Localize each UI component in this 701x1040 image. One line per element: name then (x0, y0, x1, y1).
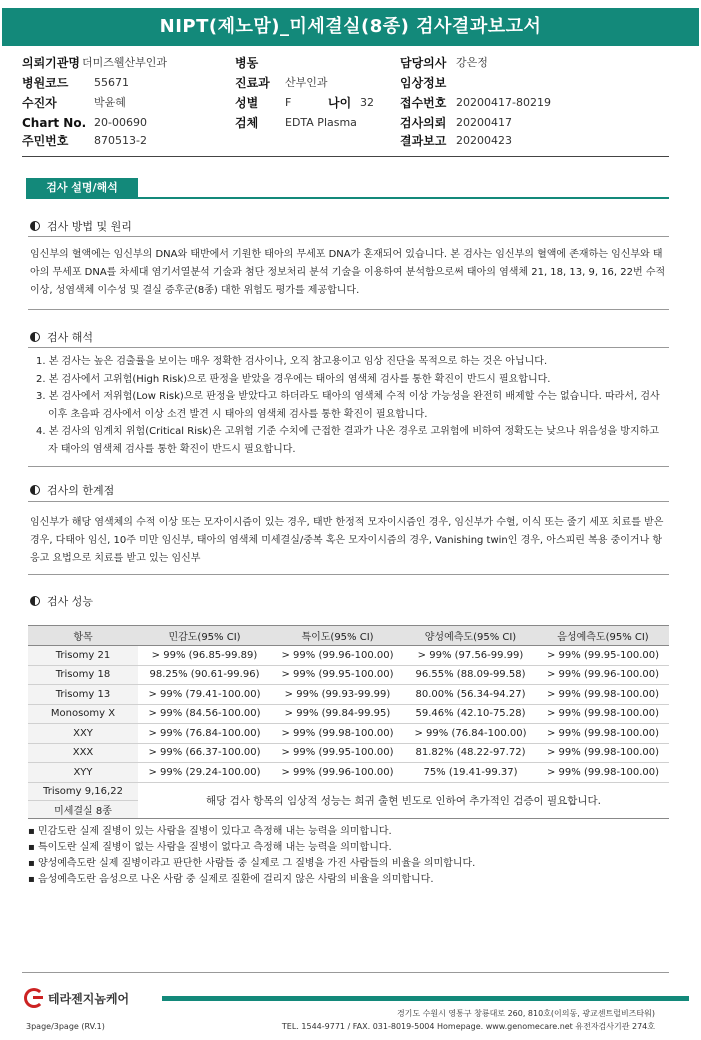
label-clinical-info: 임상정보 (400, 76, 447, 90)
table-note-cell: 해당 검사 항목의 임상적 성능는 희귀 출현 빈도로 인하여 추가적인 검증이 필요합니다. (138, 782, 669, 818)
table-header-row (28, 626, 669, 646)
divider-method-end (28, 309, 669, 310)
footer-contact: TEL. 1544-9771 / FAX. 031-8019-5004 Homepage. www.genomecare.net 유전자검사기관 274호 (281, 1022, 655, 1031)
table-cell: > 99% (99.98-100.00) (537, 724, 669, 744)
table-cell: Trisomy 21 (28, 646, 138, 666)
value-receipt-no: 20200417-80219 (456, 96, 551, 109)
table-cell: > 99% (99.95-100.00) (271, 665, 404, 685)
table-cell: > 99% (97.56-99.99) (404, 646, 537, 666)
performance-table (28, 625, 669, 819)
table-cell: 80.00% (56.34-94.27) (404, 685, 537, 705)
table-cell: > 99% (99.96-100.00) (271, 763, 404, 783)
label-request-date: 검사의뢰 (400, 116, 447, 130)
table-cell: > 99% (76.84-100.00) (404, 724, 537, 744)
heading-performance-text: 검사 성능 (47, 595, 94, 608)
label-ward: 병동 (235, 56, 259, 70)
company-logo (24, 988, 129, 1008)
table-cell: > 99% (29.24-100.00) (138, 763, 271, 783)
divider-limitations (28, 501, 669, 502)
col-npv: 음성예측도(95% CI) (537, 626, 669, 646)
divider-interpretation-end (28, 466, 669, 467)
divider-info (22, 156, 669, 157)
table-cell: 96.55% (88.09-99.58) (404, 665, 537, 685)
company-name: 테라젠지놈케어 (48, 992, 130, 1006)
value-hospital: 더미즈웰산부인과 (82, 56, 168, 69)
section-tab-description: 검사 설명/해석 (26, 178, 138, 198)
value-chart-no: 20-00690 (94, 116, 147, 129)
footer-bar (162, 996, 689, 1001)
list-item: 3. 본 검사에서 저위험(Low Risk)으로 판정을 받았다고 하더라도 태아의 염색체 수적 이상 가능성을 완전히 배제할 수는 없습니다. 따라서, 검사 이후 초음파 검사에서 이상 소견 발견 시 태아의 염색체 검사를 통한 확진이 필요합니다. (36, 391, 660, 420)
table-cell: 미세결실 8종 (28, 800, 138, 818)
label-receipt-no: 접수번호 (400, 96, 447, 110)
footer-address: 경기도 수원시 영통구 창룡대로 260, 810호(이의동, 광교센트럴비즈타워) (396, 1009, 655, 1018)
list-item: ▪ 민감도란 실제 질병이 있는 사람을 질병이 있다고 측정해 내는 능력을 의미합니다. (28, 826, 392, 837)
half-circle-bullet-icon (30, 596, 40, 606)
label-doctor: 담당의사 (400, 56, 447, 70)
col-sensitivity: 민감도(95% CI) (138, 626, 271, 646)
label-department: 진료과 (235, 76, 270, 90)
divider-method (28, 236, 669, 237)
value-report-date: 20200423 (456, 134, 512, 147)
table-cell: > 99% (76.84-100.00) (138, 724, 271, 744)
value-department: 산부인과 (285, 76, 328, 89)
table-cell: XXX (28, 743, 138, 763)
table-cell: > 99% (96.85-99.89) (138, 646, 271, 666)
table-row (28, 685, 669, 705)
table-cell: Trisomy 13 (28, 685, 138, 705)
value-sex: F (285, 96, 292, 109)
divider-interpretation (28, 347, 669, 348)
table-cell: > 99% (99.95-100.00) (271, 743, 404, 763)
table-cell: > 99% (79.41-100.00) (138, 685, 271, 705)
divider-limitations-end (28, 574, 669, 575)
half-circle-bullet-icon (30, 332, 40, 342)
report-title: NIPT(제노맘)_미세결실(8종) 검사결과보고서 (2, 8, 699, 46)
table-cell: > 99% (66.37-100.00) (138, 743, 271, 763)
interpretation-list (36, 353, 666, 458)
table-row (28, 743, 669, 763)
table-cell: Monosomy X (28, 704, 138, 724)
value-age: 32 (360, 96, 374, 109)
table-cell: XYY (28, 763, 138, 783)
label-chart-no: Chart No. (22, 116, 87, 130)
col-item: 항목 (28, 626, 138, 646)
label-specimen: 검체 (235, 116, 259, 130)
table-cell: > 99% (99.84-99.95) (271, 704, 404, 724)
g-logo-icon (24, 988, 44, 1008)
table-row (28, 724, 669, 744)
table-row (28, 763, 669, 783)
table-cell: > 99% (99.98-100.00) (271, 724, 404, 744)
method-text: 임신부의 혈액에는 임신부의 DNA와 태반에서 기원한 태아의 무세포 DNA가 혼재되어 있습니다. 본 검사는 임신부의 혈액에 존재하는 임신부와 태아의 무세포 DNA를 차세대 염기서열분석 기술과 첨단 정보처리 분석 기술을 이용하여 분석함으로써 태아의 염색체 21, 18, 13, 9, 16, 22번 수적 이상, 성염색체 이수성 및 결실 증후군(8종) 대한 위험도 평가를 제공합니다. (30, 249, 666, 296)
table-row (28, 665, 669, 685)
list-item: 2. 본 검사에서 고위험(High Risk)으로 판정을 받았을 경우에는 태아의 염색체 검사를 통한 확진이 반드시 필요합니다. (36, 373, 551, 385)
table-row (28, 646, 669, 666)
heading-performance (30, 593, 93, 609)
value-doctor: 강은정 (456, 56, 488, 69)
half-circle-bullet-icon (30, 485, 40, 495)
table-cell: > 99% (99.93-99.99) (271, 685, 404, 705)
value-hospital-code: 55671 (94, 76, 129, 89)
label-report-date: 결과보고 (400, 134, 447, 148)
table-cell: 98.25% (90.61-99.96) (138, 665, 271, 685)
section-tab-underline (26, 197, 669, 199)
list-item: ▪ 양성예측도란 실제 질병이라고 판단한 사람들 중 실제로 그 질병을 가진 사람들의 비율을 의미합니다. (28, 858, 476, 869)
table-row (28, 782, 669, 800)
notes-list (28, 824, 668, 888)
table-cell: > 99% (99.98-100.00) (537, 704, 669, 724)
list-item: ▪ 음성예측도란 음성으로 나온 사람 중 실제로 질환에 걸리지 않은 사람의 비율을 의미합니다. (28, 874, 434, 885)
half-circle-bullet-icon (30, 221, 40, 231)
table-cell: > 99% (99.96-100.00) (537, 665, 669, 685)
table-cell: 75% (19.41-99.37) (404, 763, 537, 783)
table-cell: 81.82% (48.22-97.72) (404, 743, 537, 763)
heading-interpretation (30, 329, 93, 345)
value-rrn: 870513-2 (94, 134, 147, 147)
table-cell: > 99% (99.95-100.00) (537, 646, 669, 666)
list-item: 4. 본 검사의 임계치 위험(Critical Risk)은 고위험 기준 수치에 근접한 결과가 나온 경우로 고위험에 비하여 정확도는 낮으나 위음성을 방지하고자 태아의 염색체 검사를 통한 확진이 반드시 필요합니다. (36, 426, 659, 455)
table-cell: > 99% (99.96-100.00) (271, 646, 404, 666)
label-sex: 성별 (235, 96, 259, 110)
label-rrn: 주민번호 (22, 134, 69, 148)
table-cell: > 99% (99.98-100.00) (537, 685, 669, 705)
page-number: 3page/3page (RV.1) (26, 1022, 105, 1031)
table-cell: Trisomy 18 (28, 665, 138, 685)
heading-limitations (30, 482, 114, 498)
heading-limitations-text: 검사의 한계점 (47, 484, 115, 497)
table-row (28, 704, 669, 724)
table-cell: > 99% (99.98-100.00) (537, 743, 669, 763)
table-cell: 59.46% (42.10-75.28) (404, 704, 537, 724)
label-hospital-code: 병원코드 (22, 76, 69, 90)
list-item: ▪ 특이도란 실제 질병이 없는 사람을 질병이 없다고 측정해 내는 능력을 의미합니다. (28, 842, 392, 853)
label-patient: 수진자 (22, 96, 57, 110)
table-cell: > 99% (84.56-100.00) (138, 704, 271, 724)
heading-interpretation-text: 검사 해석 (47, 331, 94, 344)
label-hospital: 의뢰기관명 (22, 56, 80, 70)
label-age: 나이 (328, 96, 352, 110)
table-cell: Trisomy 9,16,22 (28, 782, 138, 800)
value-patient: 박윤혜 (94, 96, 126, 109)
col-specificity: 특이도(95% CI) (271, 626, 404, 646)
value-request-date: 20200417 (456, 116, 512, 129)
table-cell: > 99% (99.98-100.00) (537, 763, 669, 783)
heading-method-text: 검사 방법 및 원리 (47, 220, 132, 233)
divider-footer (22, 972, 669, 973)
heading-method (30, 218, 132, 234)
table-cell: XXY (28, 724, 138, 744)
value-specimen: EDTA Plasma (285, 116, 357, 129)
list-item: 1. 본 검사는 높은 검출률을 보이는 매우 정확한 검사이나, 오직 참고용이고 임상 진단을 목적으로 하는 것은 아닙니다. (36, 356, 548, 367)
col-ppv: 양성예측도(95% CI) (404, 626, 537, 646)
limitations-text: 임신부가 해당 염색체의 수적 이상 또는 모자이시즘이 있는 경우, 태반 한정적 모자이시즘인 경우, 임신부가 수혈, 이식 또는 줄기 세포 치료를 받은 경우, 다태아 임신, 10주 미만 임신부, 태아의 염색체 미세결실/중복 혹은 모자이시즘의 경우, Vanishing twin인 경우, 아스피린 복용 중이거나 항 응고 요법으로 치료를 받고 있는 임신부 (30, 517, 664, 564)
